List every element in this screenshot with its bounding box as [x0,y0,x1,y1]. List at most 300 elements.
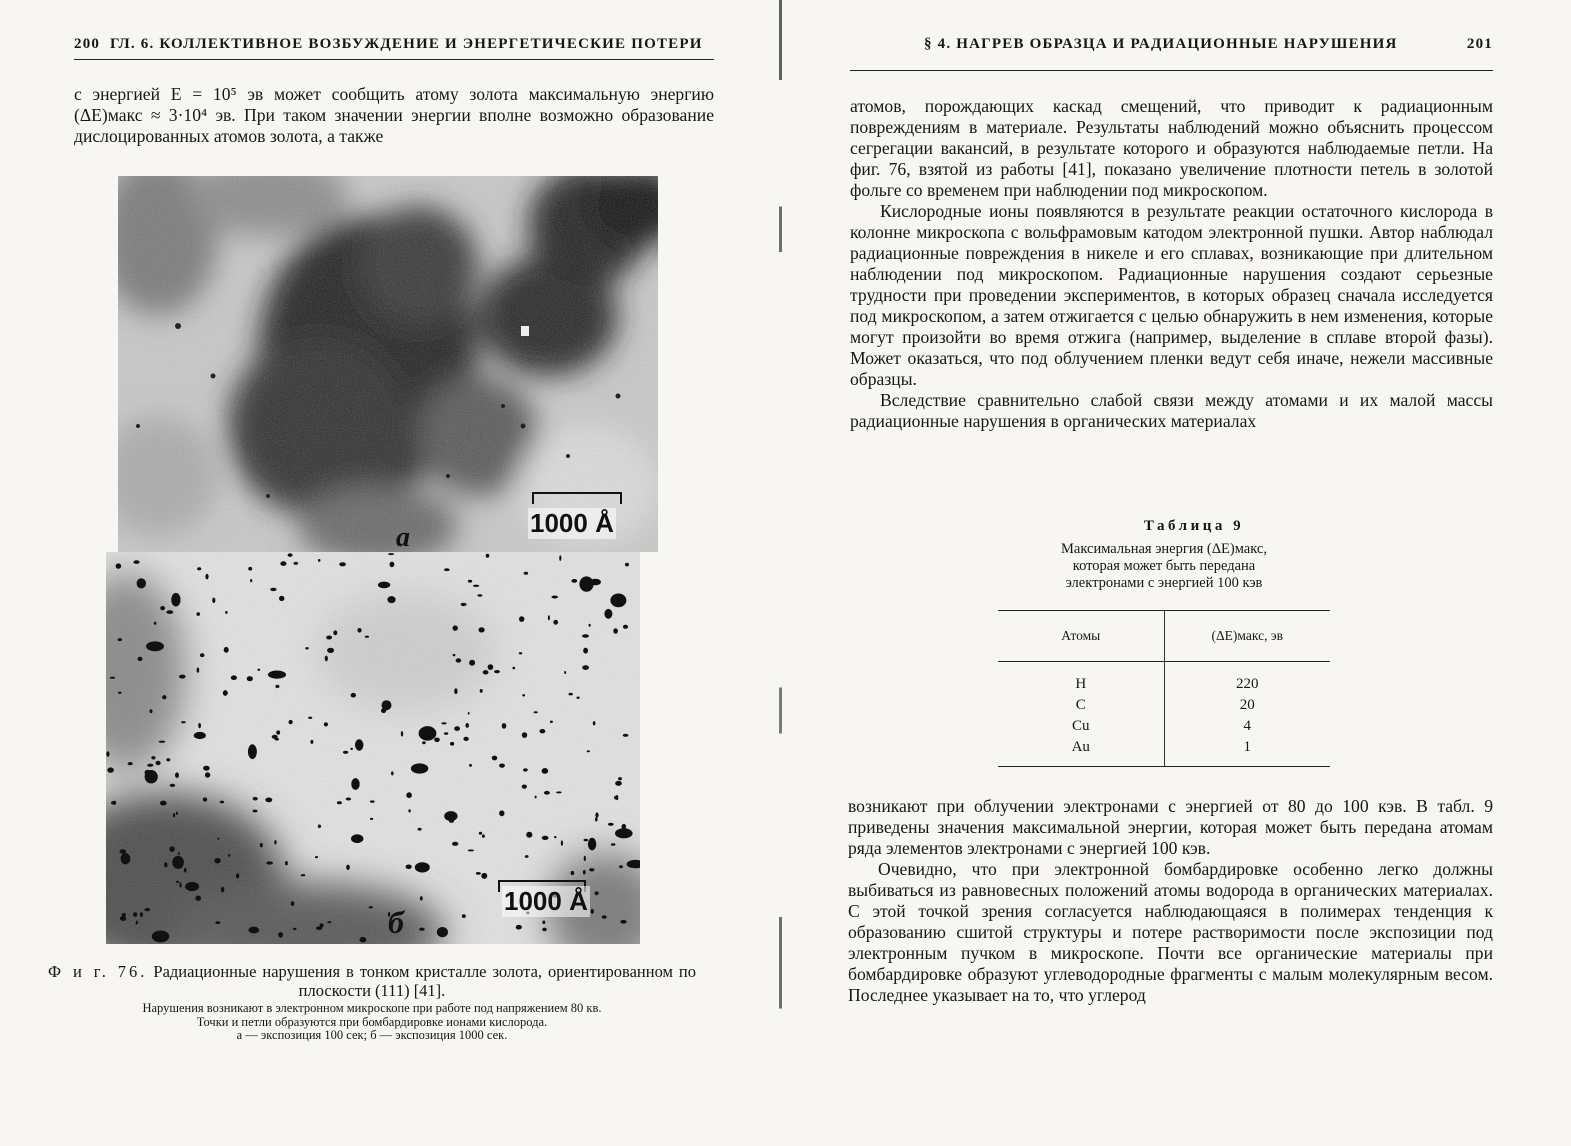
speckle [118,692,122,694]
right-running-head [850,36,1493,56]
speckle [365,636,369,638]
speckle [544,791,550,795]
right-page-number: 201 [1466,36,1493,52]
figure-note-line-2: Точки и петли образуются при бомбардировке ионами кислорода. [196,1014,548,1029]
paragraph-5: Очевидно, что при электронной бомбардировке особенно легко должны выбиваться из равновесных положений атомы водорода в органических материалах. С этой точкой зрения согласуется наблюдающаяся в полимерах тенденция к образованию сшитой структуры и потере растворимости после экспозиции под электронным пучком в микроскопе. Почти все органические материалы при бомбардировке образуют углеводородные фрагменты с малым молекулярным весом. Последнее указывает на то, что углерод [848,859,1493,1005]
speckle [554,836,557,838]
speckle [133,560,139,564]
column-header-energy: (ΔE)макс, эв [1164,611,1330,662]
paragraph-4: возникают при облучении электронами с энергией от 80 до 100 кэв. В табл. 9 приведены значения максимальной энергии, которая может быть передана атомам ряда элементов электронами с энергией 100 кэв. [848,796,1493,858]
speckle [370,800,375,802]
table-cell-energy: 4 [1243,718,1251,734]
speckle [415,862,430,872]
speckle [623,625,628,629]
speckle [610,594,626,608]
speckle [444,568,450,571]
speckle [289,720,293,724]
speckle [589,624,591,627]
speckle [441,722,446,724]
speckle [559,555,561,561]
speckle [138,657,143,661]
table-caption-line-3: электронами с энергией 100 кэв [1065,575,1263,591]
speckle [133,912,137,917]
speckle [247,676,253,681]
speckle [512,667,515,670]
speckle [116,563,122,568]
speckle [593,721,596,725]
speckle [217,838,219,840]
speckle [450,742,454,746]
speckle [595,812,598,817]
speckle [327,921,331,923]
speckle [542,921,545,925]
speckle [595,817,598,821]
speckle [154,622,157,625]
table-cell-atom: H [998,662,1164,696]
speckle [486,554,490,558]
speckle [550,721,553,724]
speckle [327,648,334,653]
speckle [315,856,318,858]
speckle [453,625,458,630]
speckle [194,732,206,739]
speckle [152,931,170,943]
speckle [200,653,204,657]
speckle [140,912,143,917]
table-row [998,737,1330,767]
speckle [308,717,312,719]
speckle [615,781,622,786]
speckle [583,648,588,654]
speckle [196,612,200,616]
speckle [164,862,167,867]
speckle [195,896,201,901]
figure-caption-text: Радиационные нарушения в тонком кристалле золота, ориентированном по плоскости (111) [41]. [153,962,697,1000]
speckle [325,656,328,662]
speckle [477,594,482,596]
speckle [253,797,258,801]
speckle [250,579,252,582]
speckle [390,562,395,568]
table-cell-energy: 20 [1239,697,1255,713]
speckle [452,842,458,846]
speckle [387,596,395,603]
speckle [198,723,201,728]
speckle [136,921,138,925]
speckle [178,852,180,855]
speckle [479,627,485,632]
speckle [502,723,507,729]
speckle [453,654,456,656]
speckle [181,721,185,723]
speckle [228,854,230,857]
intro-text: с энергией E = 10⁵ эв может сообщить атому золота максимальную энергию (ΔE)макс ≈ 3·10⁴ эв. При таком значении энергии вполне возможно образование дислоцированных атомов золота, а также [74,84,714,146]
speckle [391,771,394,775]
speckle [548,615,550,620]
speckle [253,810,258,813]
figure-caption [48,962,696,1000]
speckle [326,636,332,640]
speckle [419,726,437,741]
speckle [591,909,594,914]
speckle [584,839,589,842]
speckle [197,668,200,673]
speckle [156,761,161,765]
speckle [160,606,165,610]
speckle [279,596,284,601]
speckle [587,750,590,752]
speckle [623,734,629,737]
figure-caption-label: Ф и г. 76. [48,962,148,981]
speckle [316,926,322,930]
speckle [615,828,633,838]
paragraph-2: Кислородные ионы появляются в результате реакции остаточного кислорода в колонне микроскопа с вольфрамовым катодом электронной пушки. Автор наблюдал радиационные повреждения в никеле и его сплавах, возникающие при длительном наблюдении под микроскопом. Радиационные нарушения создают серьезные трудности при проведении экспериментов, в которых образец сначала исследуется под микроскопом, а затем отжигается с целью обнаружить в нем изменения, которые могут произойти во время отжига (например, выделение в сплаве второй фазы). Может оказаться, что под облучением пленки ведут себя иначе, нежели массивные образцы. [850,201,1493,389]
speckle [169,846,174,852]
speckle [184,868,187,873]
right-head-rule [850,70,1493,71]
speckle [401,731,403,737]
speckle [577,697,580,699]
speckle [203,766,210,771]
speckle [147,764,153,767]
speckle [590,579,601,586]
speckle [351,834,363,843]
speckle [291,901,295,906]
table-9 [998,518,1330,755]
speckle [422,741,426,744]
scale-bar-a [532,492,622,504]
speckle [257,669,260,671]
speckle [588,838,596,851]
speckle [260,843,263,847]
table-caption-line-2: которая может быть передана [1072,558,1256,574]
speckle [551,596,558,599]
speckle [205,772,210,777]
speckle [542,836,549,840]
speckle [179,882,181,887]
speckle [584,856,586,861]
speckle [151,756,155,759]
speckle [370,818,373,820]
speckle [481,873,487,879]
speckle [350,748,353,750]
speckle [494,670,500,673]
left-running-head [74,36,714,56]
speckle [625,563,629,567]
speckle [381,708,386,713]
speckle [535,796,537,799]
speckle [582,665,589,670]
speckle [519,616,524,622]
speckle [357,628,361,633]
speckle [351,778,359,790]
figure-note [48,1002,696,1043]
speckle [571,871,575,875]
left-running-head-text: ГЛ. 6. КОЛЛЕКТИВНОЕ ВОЗБУЖДЕНИЕ И ЭНЕРГЕТИЧЕСКИЕ ПОТЕРИ [110,36,703,52]
table-caption [998,541,1330,592]
speckle [378,582,390,589]
speckle [488,664,494,670]
speckle [270,588,276,591]
left-page [0,0,780,1146]
speckle [310,740,313,744]
speckle [492,756,497,761]
figure-note-line-1: Нарушения возникают в электронном микроскопе при работе под напряжением 80 кв. [142,1001,602,1015]
left-intro-paragraph [74,84,714,147]
speckle [173,813,175,817]
table-cell-atom: C [998,695,1164,716]
speckle [540,729,546,733]
speckle [619,865,623,868]
speckle [214,858,220,863]
speckle [351,693,356,698]
speckle [595,891,599,895]
speckle [479,832,482,835]
speckle [185,882,199,891]
speckle [166,610,173,614]
speckle [150,709,153,713]
speckle [468,712,470,715]
paragraph-3: Вследствие сравнительно слабой связи между атомами и их малой массы радиационные нарушения в органических материалах [850,390,1493,431]
table-title: Таблица 9 [1143,518,1245,534]
speckle [203,797,207,801]
speckle [110,677,115,679]
speckle [569,693,573,696]
speckle [608,823,614,826]
speckle [120,916,126,921]
speckle [285,861,288,865]
speckle [454,688,457,694]
speckle [346,865,350,870]
speckle [589,868,594,871]
speckle [406,792,412,798]
scale-label-b: 1000 Å [504,886,588,916]
speckle [324,722,328,726]
speckle [444,811,457,821]
right-text-top [850,96,1493,432]
speckle [339,562,346,566]
speckle [197,567,201,570]
speckle [220,801,224,804]
speckle [337,801,342,804]
speckle [166,758,170,761]
speckle [613,628,618,634]
speckle [280,561,286,566]
speckle [522,732,527,738]
speckle [408,809,410,812]
speckle [301,874,305,876]
speckle [360,937,367,943]
speckle [461,603,467,606]
speckle [524,572,529,575]
speckle [128,762,133,765]
left-head-rule [74,59,714,60]
speckle [522,785,527,789]
table-header-row [998,611,1330,662]
speckle [418,828,422,831]
speckle [305,647,309,649]
speckle [583,870,586,875]
speckle [333,630,337,635]
speckle [121,853,131,864]
speckle [388,553,394,555]
speckle [248,927,259,934]
speckle [318,825,321,829]
speckle [480,689,483,693]
speckle [355,739,363,750]
speckle [288,553,293,557]
speckle [526,832,532,838]
speckle [611,843,616,845]
speckle [411,763,428,773]
speckle [170,784,176,787]
speckle [275,685,279,688]
speckle [463,737,468,741]
energy-table [998,610,1330,767]
right-page [782,0,1571,1146]
speckle [604,609,612,619]
speckle [476,872,481,875]
speckle [534,711,538,713]
speckle [437,927,448,937]
micrograph-b [106,552,640,944]
speckle [522,694,525,696]
speckle [516,925,522,930]
speckle [346,798,351,801]
speckle [175,772,179,778]
panel-letter-b: б [388,904,404,940]
speckle [556,791,561,793]
paragraph-1: атомов, порождающих каскад смещений, что приводит к радиационным повреждениям в материале. Результаты наблюдений можно объяснить процессом сегрегации вакансий, в результате которого и образуются наблюдаемые петли. На фиг. 76, взятой из работы [41], показано увеличение плотности петель в золотой фольге со временем при наблюдении под микроскопом. [850,96,1493,200]
speckle [276,730,280,734]
speckle [221,887,224,893]
speckle [406,865,412,870]
speckle [456,658,462,662]
right-running-head-text: § 4. НАГРЕВ ОБРАЗЦА И РАДИАЦИОННЫЕ НАРУШЕНИЯ [924,36,1398,52]
micrograph-a [118,176,658,552]
table-cell-energy: 1 [1164,737,1330,767]
speckle [318,559,321,562]
speckle [482,834,485,837]
speckle [454,726,460,731]
speckle [465,723,469,728]
speckle [542,768,549,774]
speckle [223,690,228,696]
speckle [248,567,252,571]
speckle [118,638,122,641]
speckle [602,915,607,919]
speckle [468,849,474,851]
speckle [248,744,257,759]
speckle [561,840,563,846]
left-page-number: 200 [74,36,101,52]
speckle [159,741,166,743]
speckle [205,574,208,580]
speckle [146,641,164,651]
table-cell-atom: Cu [998,716,1164,737]
speckle [469,764,472,767]
speckle [343,751,348,754]
speckle [468,580,472,583]
speckle [571,579,577,583]
speckle [293,928,297,930]
speckle [444,732,448,735]
speckle [618,777,622,780]
speckle [519,652,522,654]
speckle [215,921,220,924]
column-header-atoms: Атомы [998,611,1164,662]
speckle [224,647,229,653]
speckle [265,798,272,803]
speckle [266,861,273,864]
speckle [434,738,440,743]
speckle [483,670,489,674]
speckle [122,913,126,917]
speckle [114,801,116,806]
speckle [469,660,475,666]
speckle [162,695,166,699]
figure-note-line-3: а — экспозиция 100 сек; б — экспозиция 1000 сек. [236,1028,508,1042]
panel-letter-a: а [396,522,410,552]
speckle [120,849,127,853]
speckle [294,562,299,565]
speckle [499,764,505,768]
table-row [998,662,1330,696]
speckle [473,585,480,587]
speckle [176,881,179,883]
speckle [160,801,167,806]
speckle [274,840,276,844]
speckle [106,751,109,757]
table-caption-line-1: Максимальная энергия (ΔE)макс, [1061,541,1267,557]
right-text-bottom [848,796,1493,1006]
speckle [582,634,589,638]
speckle [542,928,546,932]
speckle [137,578,146,588]
speckle [172,856,184,869]
speckle [564,671,566,674]
speckle [272,735,278,739]
table-cell-energy: 220 [1236,676,1259,692]
speckle [419,928,425,931]
speckle [144,908,150,911]
speckle [523,768,528,771]
speckle [420,896,423,900]
table-cell-atom: Au [998,737,1164,767]
speckle [525,855,529,858]
speckle [176,812,178,815]
speckle [278,932,283,938]
table-row [998,695,1330,716]
table-row [998,716,1330,737]
speckle [212,598,215,604]
speckle [225,611,227,614]
speckle [616,795,618,800]
speckle [171,593,180,607]
speckle [107,767,114,772]
speckle [145,770,151,776]
speckle [179,675,186,679]
speckle [499,810,504,816]
speckle [369,906,373,908]
scale-label-a: 1000 Å [530,508,614,538]
speckle [236,873,239,878]
speckle [620,920,626,924]
speckle [553,620,558,625]
speckle [462,914,466,918]
speckle [268,671,286,679]
speckle [231,675,237,680]
